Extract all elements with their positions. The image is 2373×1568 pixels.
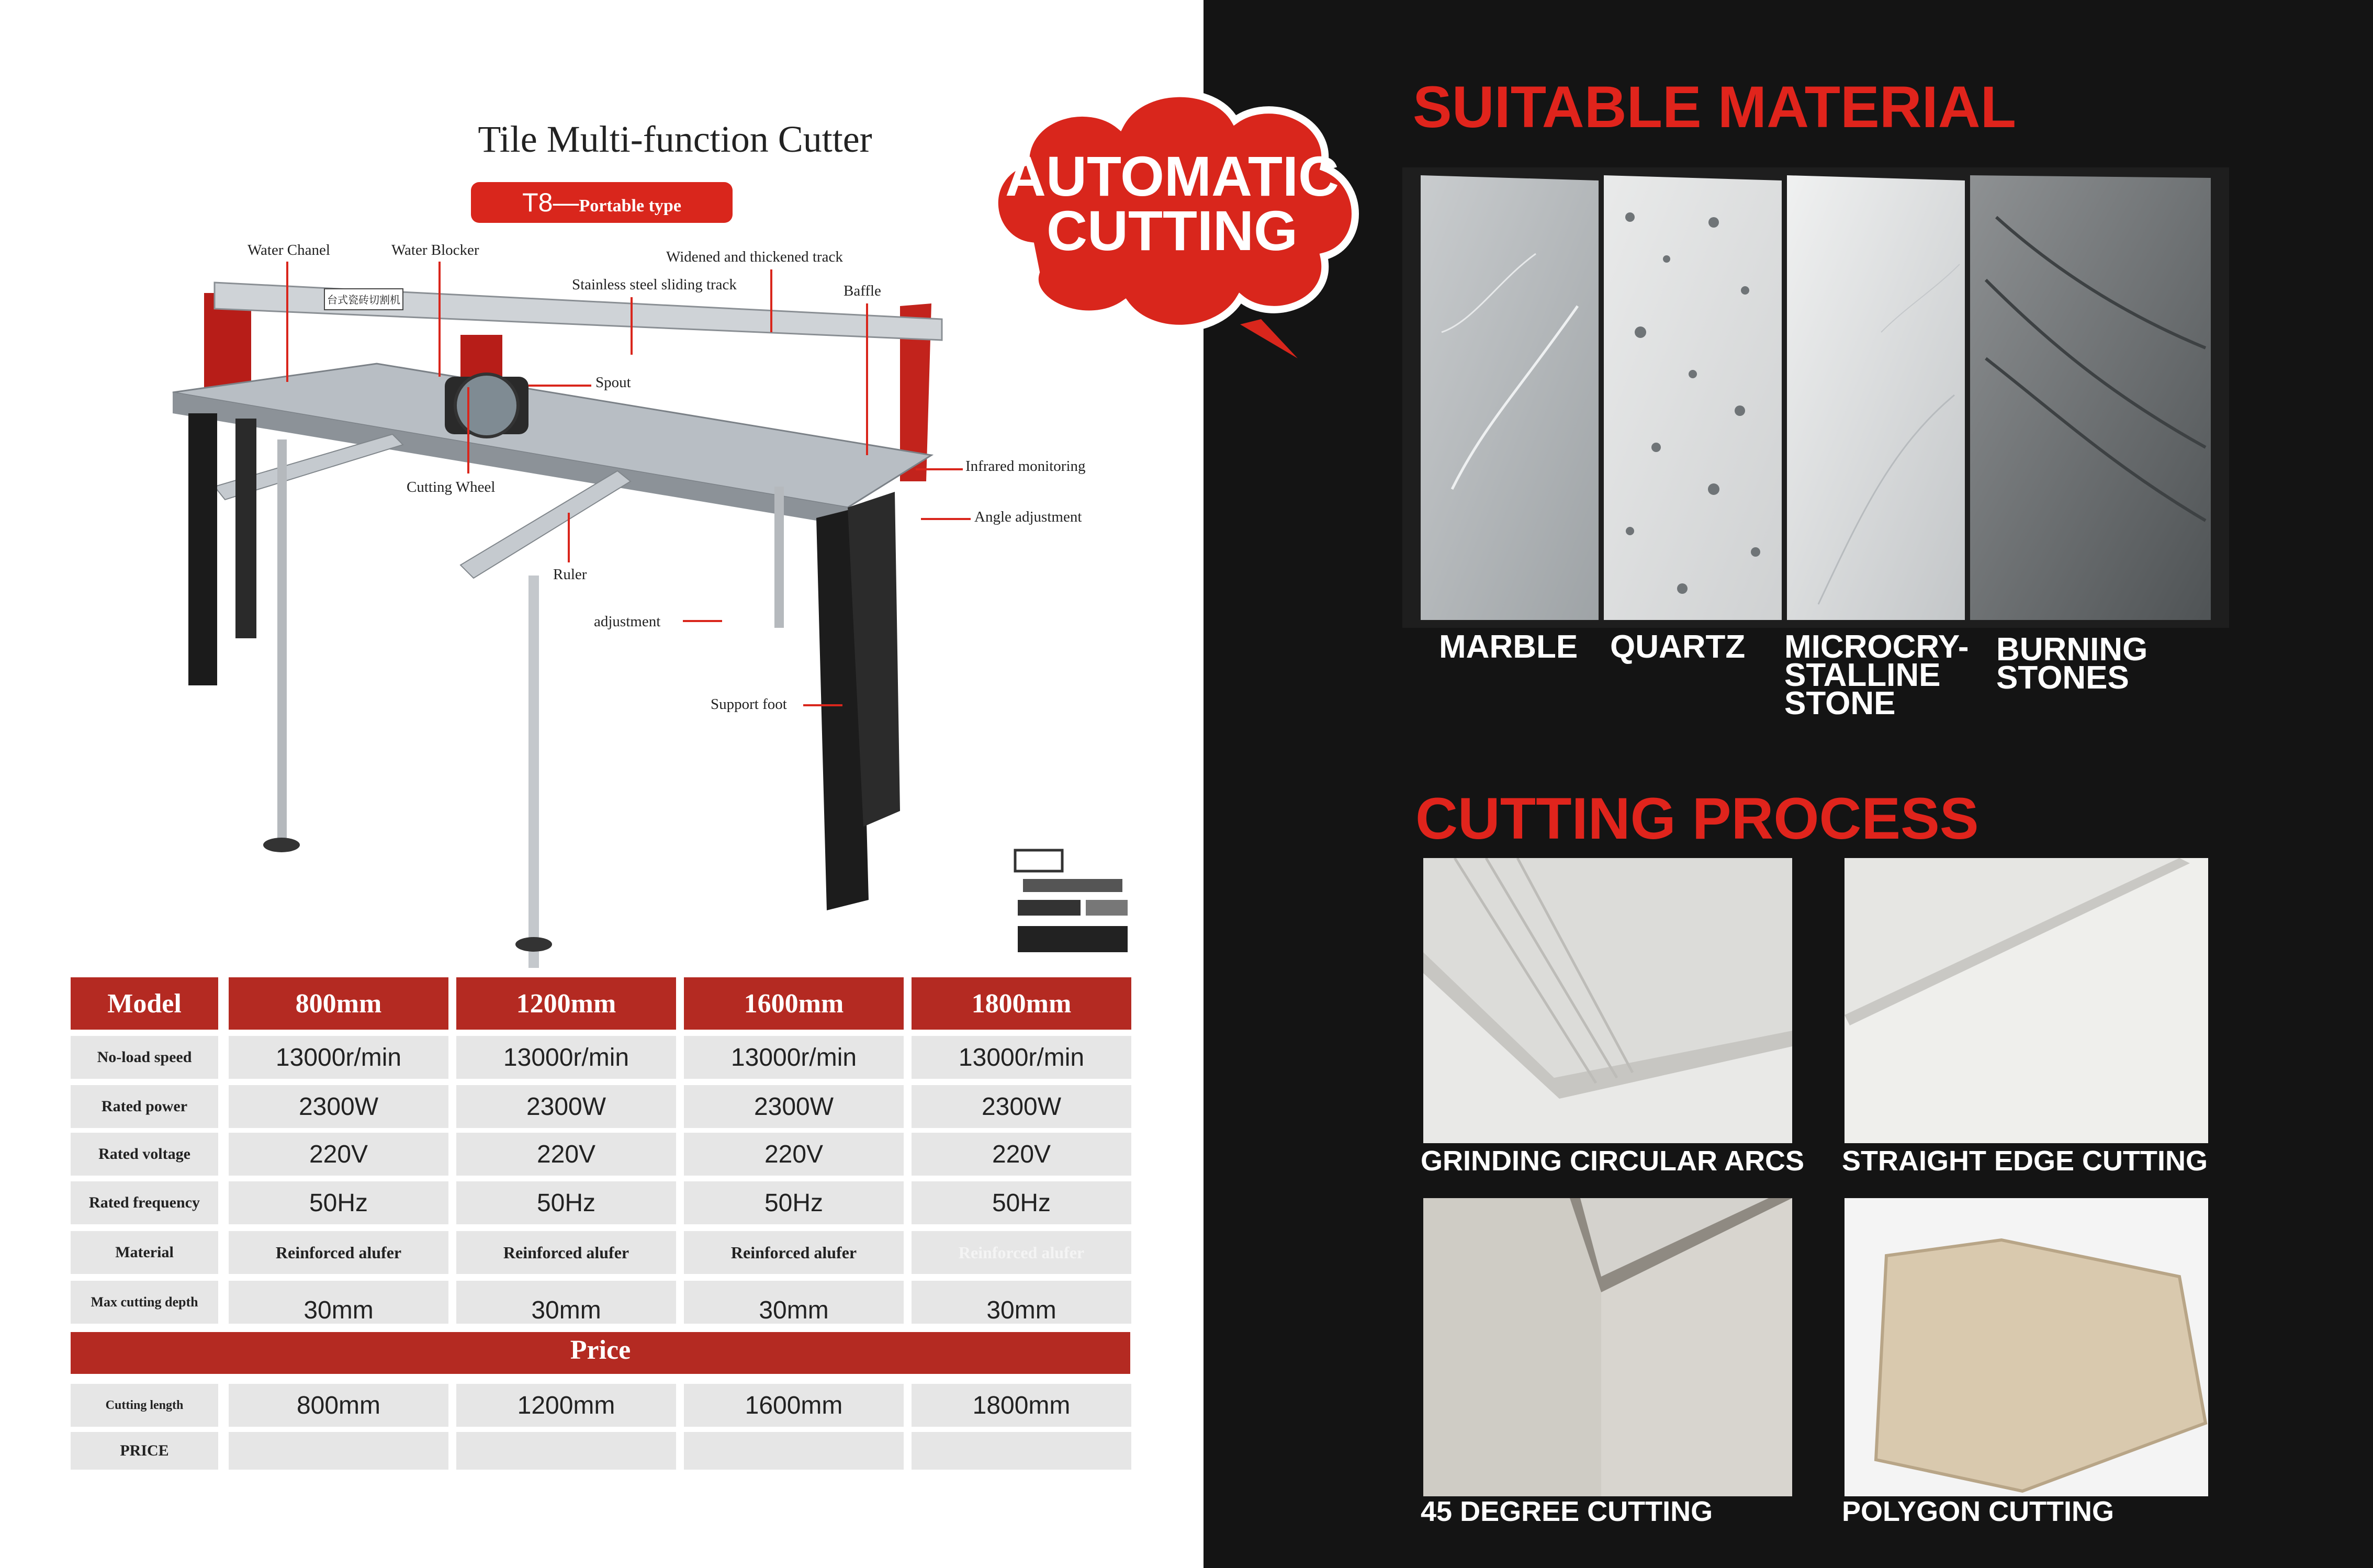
- suitable-material-title: SUITABLE MATERIAL: [1413, 74, 2017, 140]
- price-row: [71, 1432, 1133, 1470]
- arrow-spout: [528, 385, 591, 387]
- arrow-angle-adjustment: [921, 518, 971, 520]
- callout-spout: Spout: [595, 374, 631, 391]
- model-tag: [471, 182, 733, 223]
- header-800: 800mm: [229, 977, 448, 1030]
- arrow-support-foot: [803, 704, 842, 706]
- spec-value: 13000r/min: [456, 1036, 676, 1079]
- price-value: [684, 1432, 904, 1470]
- arrow-cutting-wheel: [467, 387, 469, 473]
- arrow-baffle: [866, 303, 868, 455]
- spec-value: 220V: [684, 1133, 904, 1176]
- process-image-straight: [1845, 858, 2208, 1143]
- aluminium-leg: [277, 439, 287, 842]
- callout-widened-track: Widened and thickened track: [666, 249, 843, 265]
- spec-value: Reinforced alufer: [912, 1231, 1131, 1274]
- spec-label: Rated voltage: [71, 1133, 218, 1176]
- process-label-45: 45 DEGREE CUTTING: [1421, 1496, 1713, 1527]
- badge-line-1: AUTOMATIC: [1005, 144, 1339, 208]
- spec-label: Max cutting depth: [71, 1281, 218, 1324]
- process-image-polygon: [1845, 1198, 2208, 1496]
- material-label-microcrystalline: MICROCRY- STALLINE STONE: [1784, 629, 1969, 721]
- spec-row: [71, 1231, 1133, 1274]
- watermark-logo: [1013, 848, 1133, 960]
- process-image-45: [1423, 1198, 1792, 1496]
- spec-value: 50Hz: [684, 1181, 904, 1224]
- spec-row: [71, 1281, 1133, 1324]
- arrow-water-chanel: [286, 262, 288, 382]
- header-1600: 1600mm: [684, 977, 904, 1030]
- product-title: Tile Multi-function Cutter: [478, 118, 872, 160]
- spec-label: Material: [71, 1231, 218, 1274]
- model-tag-type: Portable type: [579, 196, 681, 216]
- callout-infrared: Infrared monitoring: [965, 458, 1086, 475]
- callout-water-blocker: Water Blocker: [391, 242, 479, 258]
- spec-value: 50Hz: [229, 1181, 448, 1224]
- badge-text: [968, 144, 1376, 262]
- spec-value: 2300W: [229, 1085, 448, 1128]
- microcrystalline-slab: [1787, 175, 1965, 620]
- spec-value: 2300W: [684, 1085, 904, 1128]
- spec-value: 50Hz: [456, 1181, 676, 1224]
- spec-label: Rated frequency: [71, 1181, 218, 1224]
- spec-value: 2300W: [912, 1085, 1131, 1128]
- burning-stone-slab: [1970, 175, 2211, 620]
- spec-value: 50Hz: [912, 1181, 1131, 1224]
- spec-value: 13000r/min: [684, 1036, 904, 1079]
- price-value: 800mm: [229, 1384, 448, 1427]
- header-1200: 1200mm: [456, 977, 676, 1030]
- left-black-leg: [188, 413, 217, 685]
- callout-ruler: Ruler: [553, 566, 587, 583]
- price-value: 1600mm: [684, 1384, 904, 1427]
- badge-line-2: CUTTING: [1047, 199, 1298, 262]
- callout-angle-adjustment: Angle adjustment: [974, 509, 1082, 525]
- material-slabs: [1421, 175, 2211, 620]
- callout-cutting-wheel: Cutting Wheel: [407, 479, 496, 495]
- header-1800: 1800mm: [912, 977, 1131, 1030]
- price-value: [456, 1432, 676, 1470]
- callout-baffle: Baffle: [844, 283, 881, 299]
- spec-value: 220V: [456, 1133, 676, 1176]
- spec-value: 2300W: [456, 1085, 676, 1128]
- material-label-quartz: QUARTZ: [1610, 629, 1746, 665]
- price-header: Price: [71, 1332, 1130, 1374]
- arrow-water-blocker: [438, 262, 441, 377]
- spec-value: 13000r/min: [229, 1036, 448, 1079]
- process-label-polygon: POLYGON CUTTING: [1842, 1496, 2115, 1527]
- spec-label: Rated power: [71, 1085, 218, 1128]
- price-value: 1800mm: [912, 1384, 1131, 1427]
- spec-value: Reinforced alufer: [229, 1231, 448, 1274]
- callout-adjustment: adjustment: [594, 613, 661, 630]
- spec-row: [71, 1133, 1133, 1176]
- callout-water-chanel: Water Chanel: [248, 242, 330, 258]
- spec-value: Reinforced alufer: [684, 1231, 904, 1274]
- price-label: PRICE: [71, 1432, 218, 1470]
- cutting-process-title: CUTTING PROCESS: [1415, 786, 1979, 851]
- tile-cutter-illustration: [167, 262, 952, 968]
- spec-value: 30mm: [456, 1281, 676, 1324]
- process-image-arcs: [1423, 858, 1792, 1143]
- spec-row: [71, 1036, 1133, 1079]
- spec-value: 220V: [912, 1133, 1131, 1176]
- price-value: 1200mm: [456, 1384, 676, 1427]
- price-label: Cutting length: [71, 1384, 218, 1427]
- process-label-straight: STRAIGHT EDGE CUTTING: [1842, 1145, 2208, 1177]
- cutting-wheel: [455, 374, 518, 437]
- arrow-adjustment: [683, 620, 722, 622]
- spec-value: 30mm: [912, 1281, 1131, 1324]
- callout-support-foot: Support foot: [711, 696, 787, 713]
- spec-row: [71, 1085, 1133, 1128]
- spec-value: 13000r/min: [912, 1036, 1131, 1079]
- model-tag-code: T8—: [522, 188, 579, 217]
- material-label-burning: BURNING STONES: [1996, 631, 2148, 696]
- material-label-marble: MARBLE: [1439, 629, 1578, 665]
- price-row: [71, 1384, 1133, 1427]
- arrow-widened-track: [770, 269, 772, 332]
- spec-value: Reinforced alufer: [456, 1231, 676, 1274]
- price-value: [912, 1432, 1131, 1470]
- header-model: Model: [71, 977, 218, 1030]
- panel-marking: 台式瓷砖切割机: [327, 294, 400, 306]
- spec-label: No-load speed: [71, 1036, 218, 1079]
- price-value: [229, 1432, 448, 1470]
- spec-value: 220V: [229, 1133, 448, 1176]
- arrow-ruler: [568, 513, 570, 562]
- arrow-sliding-track: [631, 297, 633, 355]
- callout-sliding-track: Stainless steel sliding track: [572, 276, 737, 293]
- process-label-arcs: GRINDING CIRCULAR ARCS: [1421, 1145, 1804, 1177]
- spec-header-row: [71, 977, 1133, 1030]
- spec-value: 30mm: [229, 1281, 448, 1324]
- arrow-infrared: [916, 468, 963, 470]
- spec-row: [71, 1181, 1133, 1224]
- spec-value: 30mm: [684, 1281, 904, 1324]
